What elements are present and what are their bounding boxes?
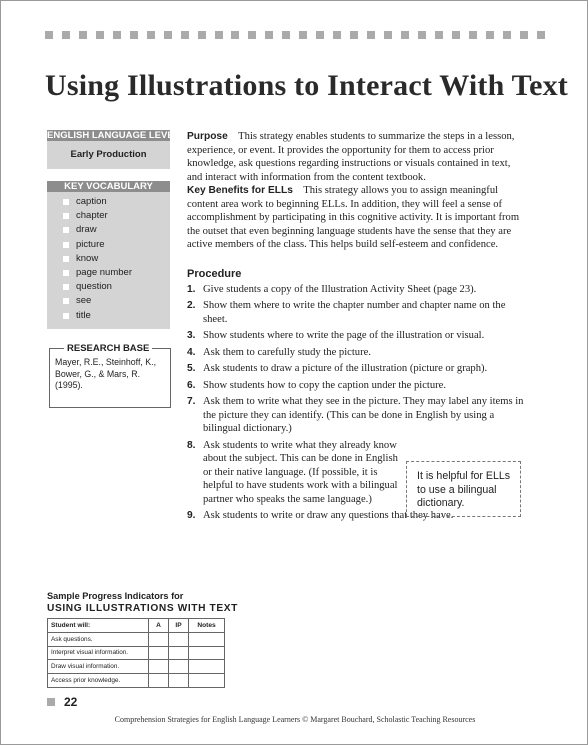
benefits-paragraph [187,184,525,252]
table-cell [189,674,225,688]
vocab-item: page number [63,266,170,280]
checkbox-icon [63,313,69,319]
table-cell [169,674,189,688]
procedure-step: 7. Ask them to write what they see in the picture. They may label any items in the picture they can identify. (This can be done in English by using a bilingual dictionary.) [187,396,524,434]
checkbox-icon [63,199,69,205]
procedure-step: 8. Ask students to write what they already know about the subject. This can be done in English or their native language. (If possible, it is helpful to have students work with a bilingual partner who speaks the same language.) [187,439,398,505]
checkbox-icon [63,284,69,290]
square-bullet-icon [47,698,55,706]
procedure-step: 2. Show them where to write the chapter number and chapter name on the sheet. [187,300,506,325]
purpose-heading: Purpose [187,131,228,142]
table-cell [149,674,169,688]
page-title: Using Illustrations to Interact With Text [45,69,568,102]
table-cell: Access prior knowledge. [48,674,149,688]
column-header: Notes [189,619,225,633]
procedure-step: 5. Ask students to draw a picture of the illustration (picture or graph). [187,363,488,374]
checkbox-icon [63,270,69,276]
key-vocabulary-heading: KEY VOCABULARY [47,181,170,192]
benefits-heading: Key Benefits for ELLs [187,185,293,196]
vocab-item: draw [63,223,170,237]
language-level-value: Early Production [47,141,170,169]
checkbox-icon [63,298,69,304]
vocab-item: know [63,252,170,266]
purpose-paragraph [187,130,525,184]
research-base-heading: RESEARCH BASE [64,343,152,354]
vocab-item: caption [63,195,170,209]
procedure-heading: Procedure [187,267,242,280]
research-citation: Mayer, R.E., Steinhoff, K., Bower, G., & Mars, R. (1995). [55,357,157,390]
table-cell [169,632,189,646]
key-vocabulary-box [47,181,170,329]
table-row [48,632,225,646]
column-header: Student will: [48,619,149,633]
table-row [48,660,225,674]
table-cell [189,660,225,674]
vocab-item: see [63,294,170,308]
progress-indicators-subtitle: USING ILLUSTRATIONS WITH TEXT [47,603,238,614]
progress-indicators-title: Sample Progress Indicators for [47,591,184,601]
vocabulary-list [47,192,170,323]
checkbox-icon [63,227,69,233]
table-cell [149,632,169,646]
table-header-row [48,619,225,633]
table-cell: Draw visual information. [48,660,149,674]
research-base-box [49,343,171,408]
procedure-step: 9. Ask students to write or draw any questions that they have. [187,510,454,521]
procedure-step: 1. Give students a copy of the Illustration Activity Sheet (page 23). [187,283,477,295]
tip-callout: It is helpful for ELLs to use a bilingual dictionary. [406,461,521,517]
procedure-step: 6. Show students how to copy the caption under the picture. [187,379,447,391]
table-cell: Interpret visual information. [48,646,149,660]
table-row [48,674,225,688]
vocab-item: question [63,280,170,294]
language-level-heading: ENGLISH LANGUAGE LEVEL [47,130,180,141]
benefits-text: This strategy allows you to assign meaningful content area work to beginning ELLs. In addition, they will feel a sense of accomplishment by participating in this cognitive activity. It is important from the outset that even beginning language students have the sense that they are active members of the class. This helps build self-esteem and confidence. [187,185,520,250]
checkbox-icon [63,213,69,219]
checkbox-icon [63,256,69,262]
sidebar [47,130,180,329]
vocab-item: chapter [63,209,170,223]
procedure-step: 3. Show students where to write the page of the illustration or visual. [187,330,485,341]
procedure-step: 4. Ask them to carefully study the picture. [187,346,371,358]
table-cell [169,660,189,674]
table-cell [189,632,225,646]
purpose-text: This strategy enables students to summarize the steps in a lesson, experience, or event. It provides the opportunity for them to access prior knowledge, ask questions regarding instructions or visuals contained in text, and interact with information from the content textbook. [187,131,515,183]
table-row [48,646,225,660]
table-cell [189,646,225,660]
checkbox-icon [63,242,69,248]
vocab-item: title [63,309,170,323]
table-cell [149,660,169,674]
decorative-dot-row [45,31,545,40]
table-cell [169,646,189,660]
table-cell: Ask questions. [48,632,149,646]
progress-indicators-table [47,618,225,688]
table-cell [149,646,169,660]
column-header: IP [169,619,189,633]
copyright-footer: Comprehension Strategies for English Language Learners © Margaret Bouchard, Scholastic Teaching Resources [114,715,476,724]
vocab-item: picture [63,238,170,252]
column-header: A [149,619,169,633]
page-number: 22 [47,695,77,709]
